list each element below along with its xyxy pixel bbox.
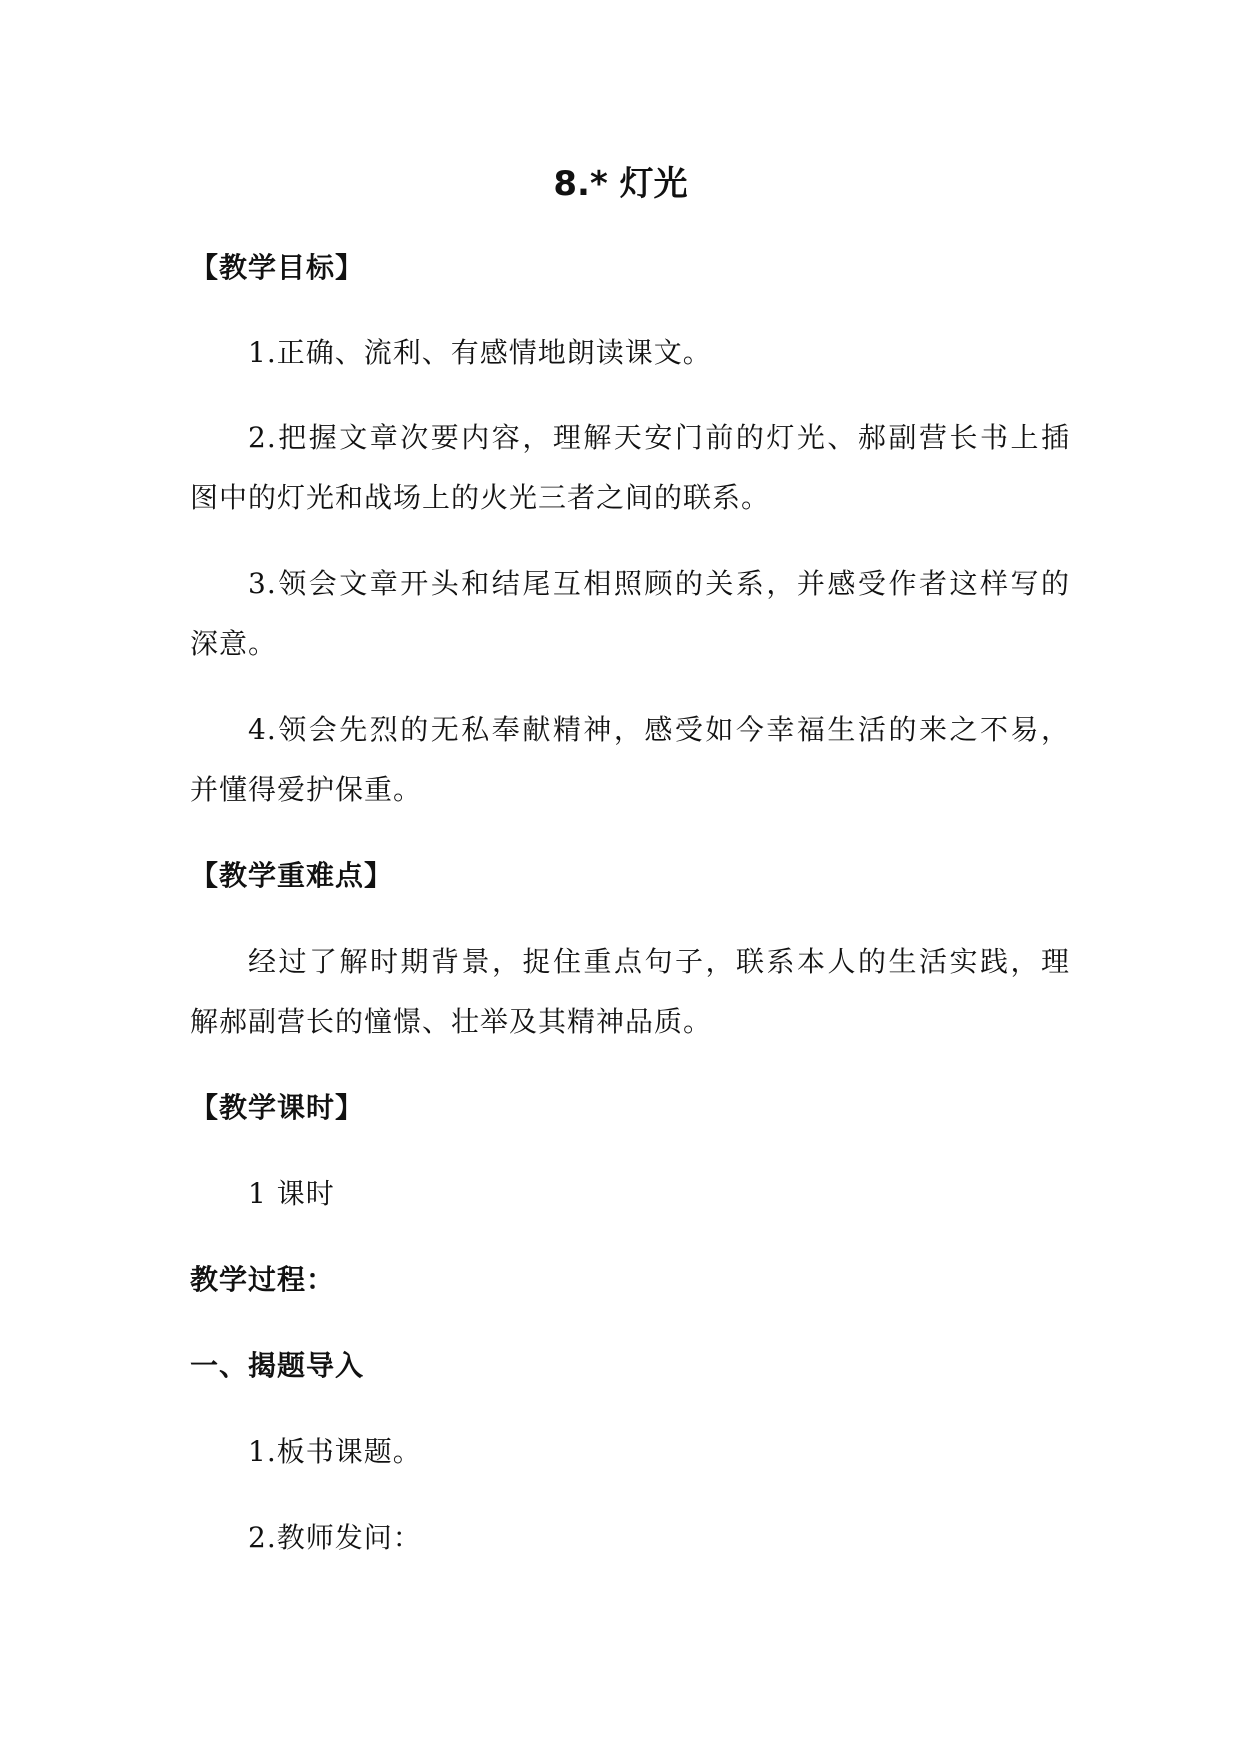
objectives-heading: 【教学目标】 (190, 251, 365, 284)
class-hours-value: 1 课时 (248, 1177, 335, 1210)
objective-item-4-line-1: 4.领会先烈的无私奉献精神，感受如今幸福生活的来之不易， (248, 713, 1070, 746)
key-points-line-2: 解郝副营长的憧憬、壮举及其精神品质。 (190, 1005, 713, 1038)
part-1-heading: 一、揭题导入 (190, 1349, 365, 1382)
class-hours-heading: 【教学课时】 (190, 1091, 365, 1124)
key-points-line-1: 经过了解时期背景，捉住重点句子，联系本人的生活实践，理 (248, 945, 1070, 978)
process-step-2: 2.教师发问： (248, 1521, 422, 1554)
objective-item-2-line-1: 2.把握文章次要内容，理解天安门前的灯光、郝副营长书上插 (248, 421, 1070, 454)
objective-item-3-line-1: 3.领会文章开头和结尾互相照顾的关系，并感受作者这样写的 (248, 567, 1070, 600)
objective-item-1: 1.正确、流利、有感情地朗读课文。 (248, 336, 712, 369)
process-heading: 教学过程： (190, 1263, 336, 1296)
objective-item-3-line-2: 深意。 (190, 627, 278, 660)
key-points-heading: 【教学重难点】 (190, 859, 394, 892)
lesson-title: 8.* 灯光 (553, 164, 688, 204)
objective-item-4-line-2: 并懂得爱护保重。 (190, 773, 423, 806)
process-step-1: 1.板书课题。 (248, 1435, 422, 1468)
objective-item-2-line-2: 图中的灯光和战场上的火光三者之间的联系。 (190, 481, 771, 514)
